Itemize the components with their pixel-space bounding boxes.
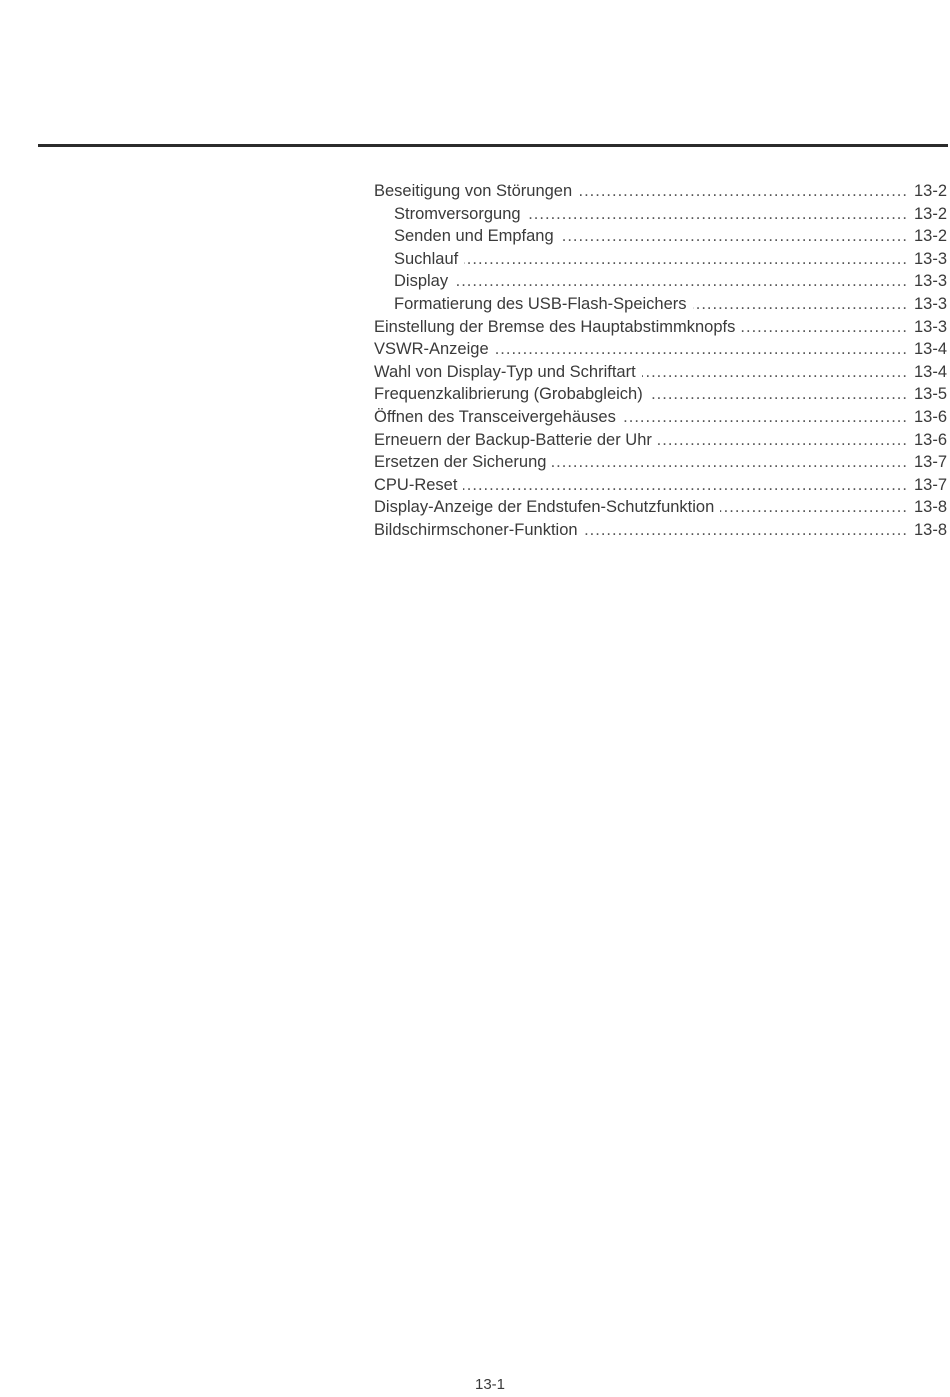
toc-dot-leader xyxy=(527,203,908,226)
toc-dot-leader xyxy=(578,180,908,203)
toc-entry[interactable] xyxy=(374,474,947,497)
toc-entry-title: Frequenzkalibrierung (Grobabgleich) xyxy=(374,385,643,404)
toc-entry-page: 13-4 xyxy=(913,340,947,359)
toc-dot-leader xyxy=(495,338,908,361)
toc-dot-leader xyxy=(693,293,908,316)
toc-entry-title: Senden und Empfang xyxy=(394,227,554,246)
toc-entry-page: 13-4 xyxy=(913,362,947,381)
toc-entry-title: Suchlauf xyxy=(394,249,459,268)
toc-entry[interactable] xyxy=(374,451,947,474)
toc-entry-page: 13-8 xyxy=(913,498,947,517)
toc-entry[interactable] xyxy=(374,361,947,384)
toc-dot-leader xyxy=(454,270,908,293)
toc-subentry[interactable] xyxy=(374,293,947,316)
toc-entry-title: VSWR-Anzeige xyxy=(374,340,489,359)
toc-entry-title: Beseitigung von Störungen xyxy=(374,182,573,200)
toc-dot-leader xyxy=(658,429,908,452)
toc-entry-page: 13-6 xyxy=(913,407,947,426)
toc-dot-leader xyxy=(552,451,908,474)
toc-dot-leader xyxy=(560,225,908,248)
toc-entry-page: 13-5 xyxy=(913,385,947,404)
toc-subentry[interactable] xyxy=(374,270,947,293)
page-number: 13-1 xyxy=(475,1376,506,1393)
toc-entry[interactable] xyxy=(374,383,947,406)
section-header-rule xyxy=(38,144,948,147)
toc-subentry[interactable] xyxy=(374,203,947,226)
toc-entry-page: 13-3 xyxy=(913,249,947,268)
toc-entry[interactable] xyxy=(374,406,947,429)
toc-entry[interactable] xyxy=(374,180,947,203)
toc-dot-leader xyxy=(642,361,908,384)
toc-entry-title: Display-Anzeige der Endstufen-Schutzfunktion xyxy=(374,498,715,517)
toc-entry-page: 13-8 xyxy=(913,520,947,539)
toc-entry-page: 13-3 xyxy=(913,317,947,336)
toc-dot-leader xyxy=(720,496,908,519)
toc-entry-title: Stromversorgung xyxy=(394,204,521,223)
toc-entry[interactable] xyxy=(374,338,947,361)
toc-entry[interactable] xyxy=(374,316,947,339)
toc-entry-title: CPU-Reset xyxy=(374,475,458,494)
toc-entry-title: Öffnen des Transceivergehäuses xyxy=(374,407,616,426)
toc-entry-page: 13-2 xyxy=(913,182,947,200)
toc-entry-title: Erneuern der Backup-Batterie der Uhr xyxy=(374,430,652,449)
toc-dot-leader xyxy=(741,316,908,339)
toc-entry-page: 13-3 xyxy=(913,272,947,291)
toc-entry-title: Formatierung des USB-Flash-Speichers xyxy=(394,294,687,313)
toc-entry-title: Display xyxy=(394,272,449,291)
toc-entry-title: Wahl von Display-Typ und Schriftart xyxy=(374,362,636,381)
toc-entry[interactable] xyxy=(374,519,947,542)
toc-subentry[interactable] xyxy=(374,225,947,248)
toc-entry-title: Bildschirmschoner-Funktion xyxy=(374,520,578,539)
toc-entry-page: 13-7 xyxy=(913,475,947,494)
toc-dot-leader xyxy=(464,248,908,271)
toc-entry-page: 13-3 xyxy=(913,294,947,313)
toc-dot-leader xyxy=(649,383,908,406)
toc-dot-leader xyxy=(622,406,908,429)
toc-entry-page: 13-6 xyxy=(913,430,947,449)
toc-entry[interactable] xyxy=(374,496,947,519)
toc-entry-page: 13-2 xyxy=(913,227,947,246)
toc-entry[interactable] xyxy=(374,429,947,452)
table-of-contents xyxy=(374,180,947,542)
toc-entry-page: 13-7 xyxy=(913,453,947,472)
toc-dot-leader xyxy=(463,474,908,497)
toc-subentry[interactable] xyxy=(374,248,947,271)
toc-entry-title: Einstellung der Bremse des Hauptabstimmknopfs xyxy=(374,317,736,336)
toc-entry-title: Ersetzen der Sicherung xyxy=(374,453,547,472)
toc-dot-leader xyxy=(584,519,908,542)
toc-entry-page: 13-2 xyxy=(913,204,947,223)
